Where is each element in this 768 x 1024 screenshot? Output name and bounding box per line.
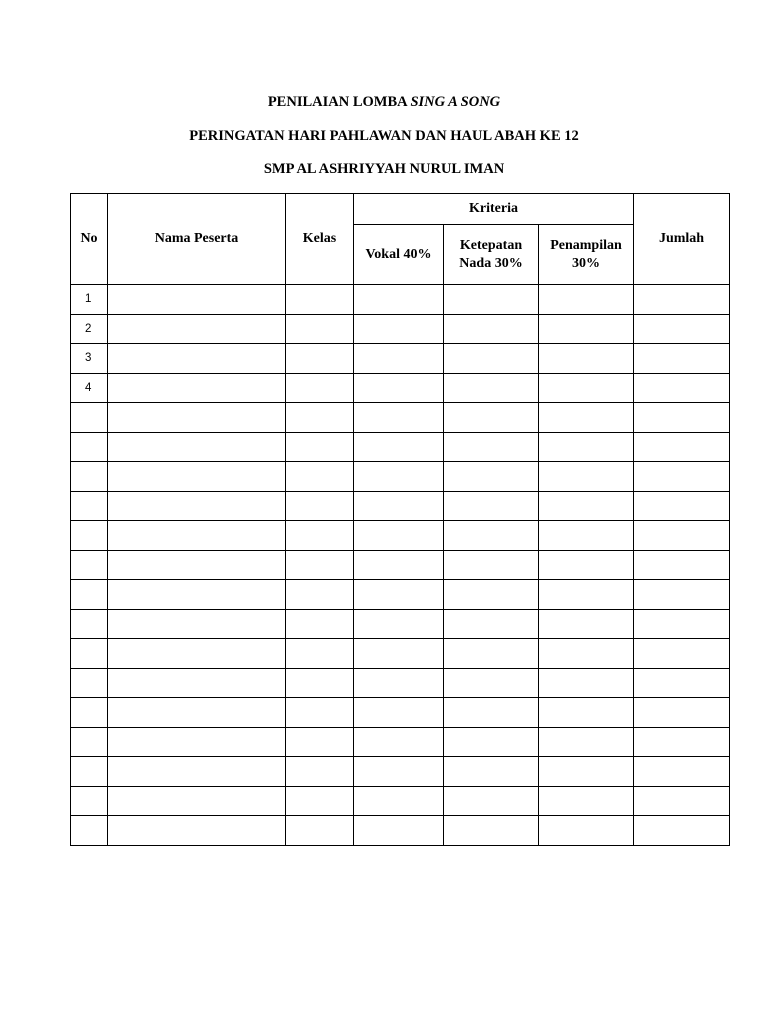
cell-no — [71, 639, 108, 669]
cell-no — [71, 668, 108, 698]
table-row — [71, 727, 730, 757]
cell-ketepatan — [444, 668, 539, 698]
table-row — [71, 580, 730, 610]
cell-ketepatan — [444, 462, 539, 492]
cell-jumlah — [634, 373, 730, 403]
table-row — [71, 816, 730, 846]
cell-kelas — [286, 668, 354, 698]
cell-ketepatan — [444, 609, 539, 639]
scoring-table — [70, 193, 730, 846]
cell-vokal — [354, 491, 444, 521]
cell-kelas — [286, 462, 354, 492]
table-row — [71, 432, 730, 462]
cell-ketepatan — [444, 786, 539, 816]
cell-vokal — [354, 314, 444, 344]
cell-kelas — [286, 285, 354, 315]
cell-nama — [108, 816, 286, 846]
cell-vokal — [354, 550, 444, 580]
cell-ketepatan — [444, 580, 539, 610]
cell-no — [71, 580, 108, 610]
cell-jumlah — [634, 491, 730, 521]
cell-kelas — [286, 521, 354, 551]
table-row — [71, 550, 730, 580]
cell-jumlah — [634, 314, 730, 344]
cell-kelas — [286, 786, 354, 816]
cell-no — [71, 727, 108, 757]
cell-nama — [108, 491, 286, 521]
cell-ketepatan — [444, 521, 539, 551]
cell-penampilan — [539, 373, 634, 403]
cell-no: 4 — [71, 373, 108, 403]
cell-jumlah — [634, 344, 730, 374]
cell-vokal — [354, 344, 444, 374]
table-row — [71, 491, 730, 521]
cell-kelas — [286, 727, 354, 757]
cell-ketepatan — [444, 314, 539, 344]
cell-ketepatan — [444, 727, 539, 757]
cell-jumlah — [634, 668, 730, 698]
cell-no — [71, 491, 108, 521]
cell-jumlah — [634, 816, 730, 846]
cell-penampilan — [539, 344, 634, 374]
cell-jumlah — [634, 639, 730, 669]
cell-vokal — [354, 580, 444, 610]
cell-vokal — [354, 757, 444, 787]
cell-penampilan — [539, 521, 634, 551]
cell-nama — [108, 698, 286, 728]
cell-penampilan — [539, 816, 634, 846]
table-row — [71, 462, 730, 492]
cell-nama — [108, 757, 286, 787]
table-row — [71, 609, 730, 639]
cell-kelas — [286, 757, 354, 787]
cell-penampilan — [539, 285, 634, 315]
cell-ketepatan — [444, 550, 539, 580]
cell-nama — [108, 285, 286, 315]
cell-vokal — [354, 727, 444, 757]
header-kriteria: Kriteria — [354, 194, 634, 225]
cell-no: 2 — [71, 314, 108, 344]
cell-kelas — [286, 373, 354, 403]
cell-kelas — [286, 609, 354, 639]
table-row — [71, 521, 730, 551]
cell-ketepatan — [444, 432, 539, 462]
header-kelas: Kelas — [286, 194, 354, 285]
table-row — [71, 314, 730, 344]
header-no: No — [71, 194, 108, 285]
table-row — [71, 698, 730, 728]
cell-jumlah — [634, 550, 730, 580]
title-italic: SING A SONG — [410, 94, 501, 110]
cell-no — [71, 403, 108, 433]
cell-vokal — [354, 373, 444, 403]
cell-kelas — [286, 314, 354, 344]
cell-nama — [108, 639, 286, 669]
cell-nama — [108, 403, 286, 433]
cell-kelas — [286, 432, 354, 462]
table-row — [71, 786, 730, 816]
cell-penampilan — [539, 550, 634, 580]
cell-nama — [108, 786, 286, 816]
cell-penampilan — [539, 668, 634, 698]
cell-ketepatan — [444, 491, 539, 521]
document-title — [0, 93, 768, 111]
cell-no — [71, 816, 108, 846]
cell-penampilan — [539, 727, 634, 757]
cell-nama — [108, 344, 286, 374]
header-penampilan-line1: Penampilan — [550, 237, 622, 253]
cell-jumlah — [634, 580, 730, 610]
cell-jumlah — [634, 521, 730, 551]
cell-no: 1 — [71, 285, 108, 315]
header-ketepatan-line2: Nada 30% — [459, 255, 523, 271]
cell-penampilan — [539, 786, 634, 816]
cell-penampilan — [539, 432, 634, 462]
cell-no — [71, 462, 108, 492]
cell-nama — [108, 609, 286, 639]
cell-penampilan — [539, 609, 634, 639]
cell-nama — [108, 373, 286, 403]
cell-nama — [108, 521, 286, 551]
cell-ketepatan — [444, 757, 539, 787]
cell-vokal — [354, 462, 444, 492]
table-row — [71, 373, 730, 403]
cell-nama — [108, 432, 286, 462]
cell-vokal — [354, 698, 444, 728]
cell-no: 3 — [71, 344, 108, 374]
table-row — [71, 757, 730, 787]
cell-penampilan — [539, 314, 634, 344]
cell-ketepatan — [444, 373, 539, 403]
cell-nama — [108, 462, 286, 492]
table-row — [71, 285, 730, 315]
cell-kelas — [286, 816, 354, 846]
title-prefix: PENILAIAN LOMBA — [267, 94, 411, 110]
cell-no — [71, 698, 108, 728]
cell-penampilan — [539, 403, 634, 433]
cell-vokal — [354, 609, 444, 639]
header-penampilan — [539, 225, 634, 285]
cell-ketepatan — [444, 816, 539, 846]
cell-jumlah — [634, 727, 730, 757]
header-ketepatan-line1: Ketepatan — [459, 237, 523, 253]
cell-vokal — [354, 786, 444, 816]
cell-nama — [108, 314, 286, 344]
cell-jumlah — [634, 786, 730, 816]
cell-ketepatan — [444, 639, 539, 669]
cell-vokal — [354, 816, 444, 846]
table-row — [71, 639, 730, 669]
cell-kelas — [286, 580, 354, 610]
cell-nama — [108, 668, 286, 698]
header-vokal: Vokal 40% — [354, 225, 444, 285]
cell-no — [71, 550, 108, 580]
cell-ketepatan — [444, 698, 539, 728]
cell-vokal — [354, 668, 444, 698]
cell-jumlah — [634, 462, 730, 492]
cell-penampilan — [539, 757, 634, 787]
table-body — [71, 285, 730, 846]
table-row — [71, 668, 730, 698]
cell-penampilan — [539, 580, 634, 610]
header-penampilan-line2: 30% — [572, 255, 600, 271]
cell-penampilan — [539, 698, 634, 728]
cell-ketepatan — [444, 285, 539, 315]
cell-ketepatan — [444, 403, 539, 433]
cell-nama — [108, 550, 286, 580]
table-row — [71, 403, 730, 433]
header-nama-peserta: Nama Peserta — [108, 194, 286, 285]
cell-vokal — [354, 521, 444, 551]
cell-nama — [108, 580, 286, 610]
cell-kelas — [286, 639, 354, 669]
header-ketepatan — [444, 225, 539, 285]
cell-kelas — [286, 403, 354, 433]
cell-nama — [108, 727, 286, 757]
cell-no — [71, 609, 108, 639]
cell-kelas — [286, 344, 354, 374]
cell-vokal — [354, 285, 444, 315]
header-jumlah: Jumlah — [634, 194, 730, 285]
cell-kelas — [286, 491, 354, 521]
cell-jumlah — [634, 403, 730, 433]
cell-jumlah — [634, 757, 730, 787]
cell-vokal — [354, 432, 444, 462]
cell-jumlah — [634, 285, 730, 315]
document-subtitle: PERINGATAN HARI PAHLAWAN DAN HAUL ABAH KE 12 — [189, 128, 579, 144]
cell-jumlah — [634, 432, 730, 462]
cell-penampilan — [539, 491, 634, 521]
cell-jumlah — [634, 698, 730, 728]
cell-penampilan — [539, 639, 634, 669]
cell-no — [71, 521, 108, 551]
table-row — [71, 344, 730, 374]
school-name: SMP AL ASHRIYYAH NURUL IMAN — [263, 161, 505, 177]
cell-no — [71, 786, 108, 816]
cell-jumlah — [634, 609, 730, 639]
cell-penampilan — [539, 462, 634, 492]
cell-vokal — [354, 639, 444, 669]
cell-no — [71, 757, 108, 787]
cell-vokal — [354, 403, 444, 433]
cell-ketepatan — [444, 344, 539, 374]
cell-kelas — [286, 698, 354, 728]
cell-no — [71, 432, 108, 462]
cell-kelas — [286, 550, 354, 580]
